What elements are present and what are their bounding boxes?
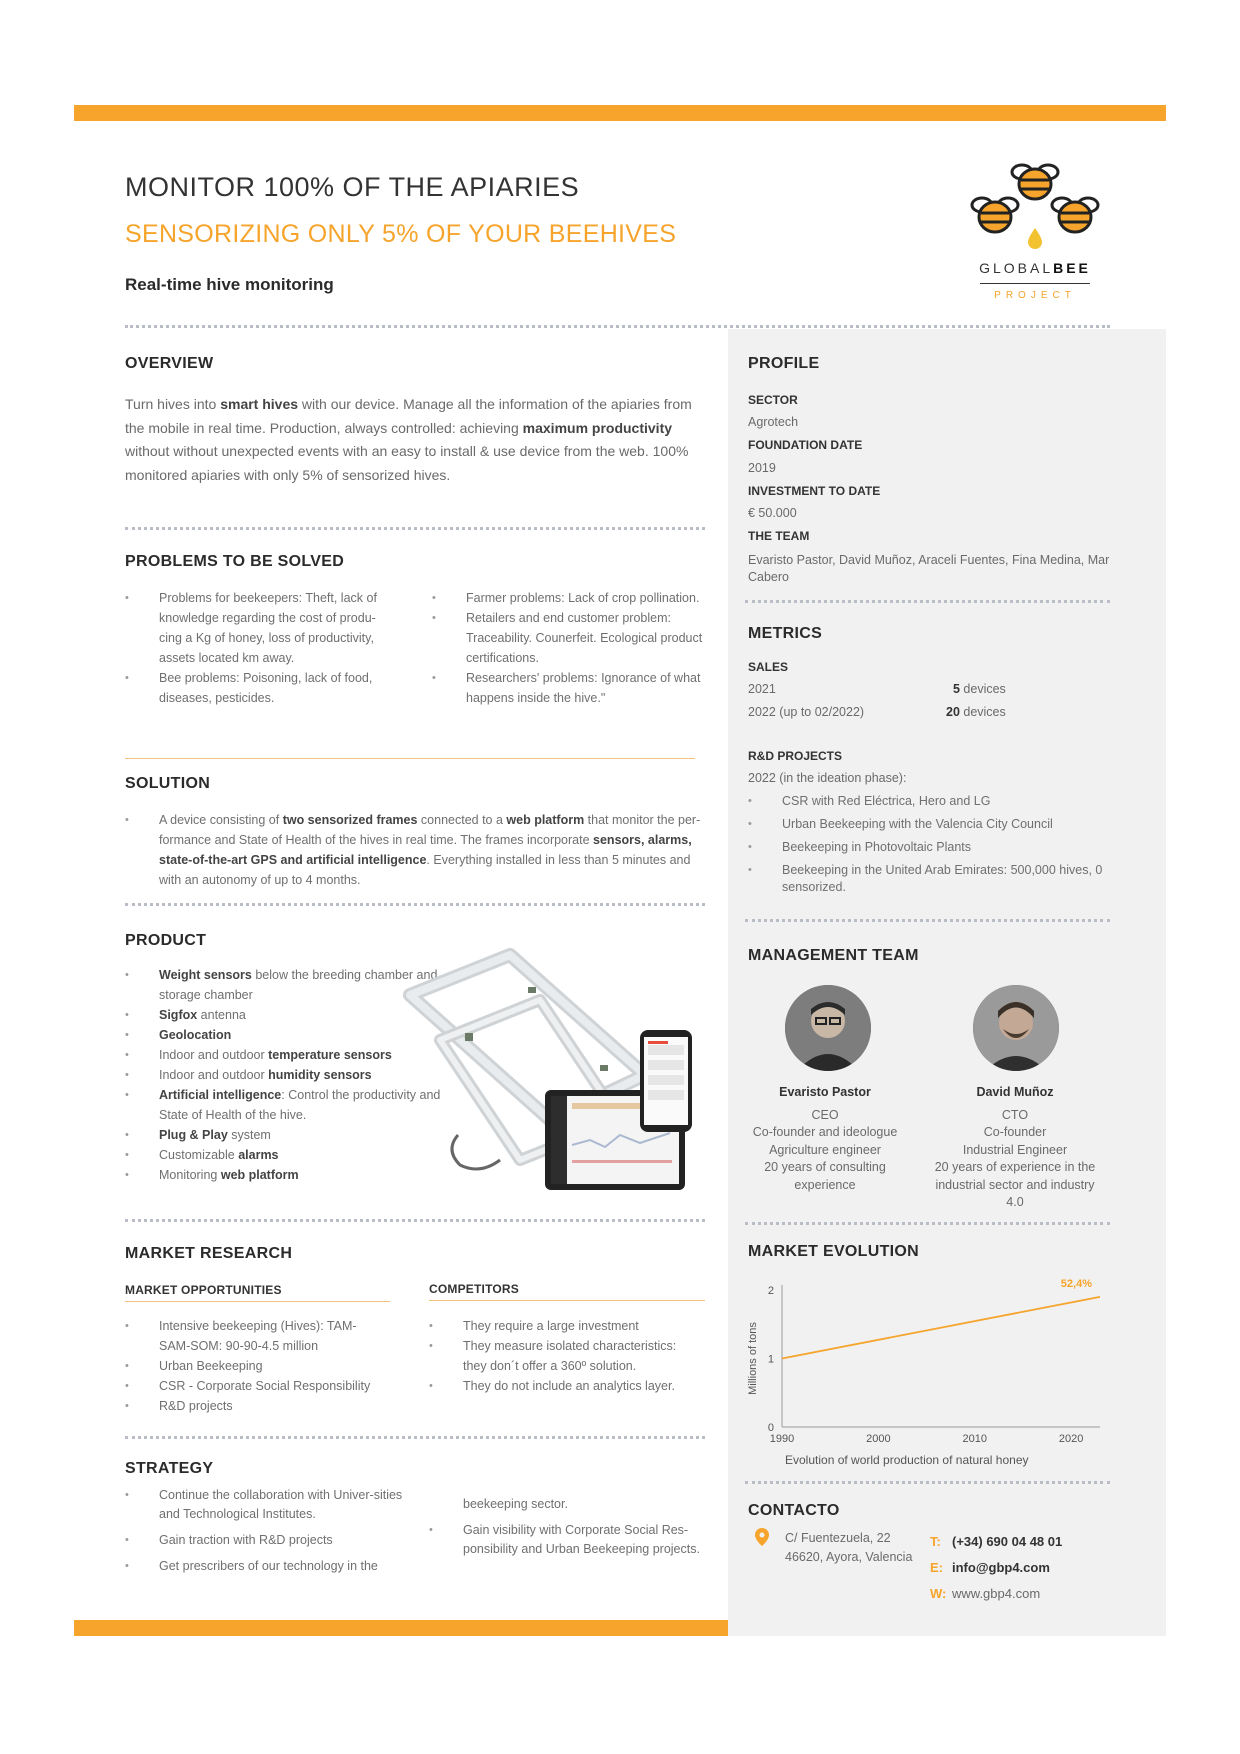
divider (125, 1436, 705, 1439)
product-heading: PRODUCT (125, 932, 207, 949)
chart-x-tick-label: 2020 (1058, 1433, 1084, 1445)
solution-text-part: connected to a (417, 813, 507, 827)
list-item: • Retailers and end customer problem: Traceability. Counerfeit. Ecological product certifications. (432, 608, 712, 668)
product-item-bold: Artificial intelligence (159, 1088, 282, 1102)
solution-heading: SOLUTION (125, 775, 211, 792)
sector-label: SECTOR (748, 393, 798, 407)
address-line: 46620, Ayora, Valencia (785, 1550, 913, 1564)
divider (745, 600, 1110, 603)
sales-label: SALES (748, 660, 789, 674)
list-item: • They measure isolated characteristics: they don´t offer a 360º solution. (429, 1336, 699, 1376)
list-item: • Continue the collaboration with Univer-sities and Technological Institutes. (125, 1486, 405, 1524)
address-line: C/ Fuentezuela, 22 (785, 1531, 891, 1545)
team-member-detail: 20 years of consulting experience (764, 1160, 886, 1192)
list-item: • Urban Beekeeping with the Valencia City Council (748, 816, 1118, 833)
team-member-detail: Co-founder (983, 1125, 1047, 1139)
list-item: • R&D projects (125, 1396, 385, 1416)
divider (125, 1219, 705, 1222)
team-member-detail: Co-founder and ideologue (752, 1125, 898, 1139)
team-member-detail: 20 years of experience in the industrial sector and industry 4.0 (934, 1160, 1096, 1209)
rd-list (748, 793, 1118, 896)
product-item-bold: Weight sensors (159, 968, 252, 982)
chart-series-line (782, 1297, 1100, 1359)
team-member-role: CTO (1001, 1107, 1029, 1122)
divider (429, 1300, 705, 1301)
overview-bold-part: smart hives (220, 396, 299, 412)
person-icon (973, 985, 1059, 1071)
profile-heading: PROFILE (748, 355, 820, 372)
management-heading: MANAGEMENT TEAM (748, 947, 919, 964)
product-item-text: below the breeding chamber and storage chamber (159, 968, 438, 1002)
avatar (785, 985, 871, 1071)
address (785, 1529, 912, 1567)
sales-value (953, 682, 1006, 696)
email-row (930, 1555, 1062, 1581)
market-research-heading: MARKET RESEARCH (125, 1245, 293, 1262)
person-icon (785, 985, 871, 1071)
logo-global: GLOBAL (979, 260, 1054, 276)
top-accent-bar (74, 105, 1166, 121)
solution-text-part: that monitor the per-formance and State of Health of the hives in real time. The frames incorporate (159, 813, 701, 847)
solution-bold-part: two sensorized frames (282, 813, 418, 827)
sales-num: 5 (953, 682, 960, 696)
location-pin-icon (755, 1528, 769, 1546)
avatar (973, 985, 1059, 1071)
chart-y-tick-label: 1 (767, 1353, 774, 1366)
phone-value[interactable]: (+34) 690 04 48 01 (952, 1534, 1063, 1549)
bees-icon (955, 158, 1115, 253)
list-item: • Farmer problems: Lack of crop pollination. (432, 588, 712, 608)
product-item-pre: Customizable (159, 1148, 239, 1162)
team-member-name: Evaristo Pastor (779, 1085, 871, 1099)
team-value: Evaristo Pastor, David Muñoz, Araceli Fuentes, Fina Medina, Mar Cabero (748, 553, 1110, 584)
market-evolution-heading: MARKET EVOLUTION (748, 1243, 920, 1260)
solution-text-part: A device consisting of (159, 813, 283, 827)
team-label: THE TEAM (748, 529, 810, 543)
chart-x-axis-label: Evolution of world production of natural honey (785, 1453, 1029, 1467)
strategy-heading: STRATEGY (125, 1460, 214, 1477)
chart-x-tick-label: 1990 (769, 1433, 795, 1445)
email-label: E: (930, 1560, 943, 1575)
rd-intro: 2022 (in the ideation phase): (748, 771, 907, 785)
list-item: • Researchers' problems: Ignorance of what happens inside the hive." (432, 668, 712, 708)
chart-y-tick-label: 2 (767, 1285, 774, 1297)
product-item-bold: Sigfox (159, 1008, 198, 1022)
divider (125, 1301, 390, 1302)
logo-wordmark (965, 260, 1105, 276)
product-item-bold: humidity sensors (268, 1068, 372, 1082)
page-subtitle: SENSORIZING ONLY 5% OF YOUR BEEHIVES (125, 220, 677, 248)
divider (125, 527, 705, 530)
page-title: MONITOR 100% OF THE APIARIES (125, 172, 580, 202)
list-item: • Get prescribers of our technology in the (125, 1557, 405, 1576)
sales-unit: devices (959, 705, 1006, 719)
solution-list (125, 810, 705, 890)
product-item-text: : Control the productivity and State of Health of the hive. (159, 1088, 441, 1122)
strategy-left-list (125, 1486, 405, 1576)
list-item: • Problems for beekeepers: Theft, lack of knowledge regarding the cost of produ-cing a Kg of honey, loss of productivity, assets located km away. (125, 588, 380, 668)
chart-y-axis-label: Millions of tons (747, 1322, 759, 1395)
sales-num: 20 (946, 705, 960, 719)
list-item: • CSR - Corporate Social Responsibility (125, 1376, 385, 1396)
divider (745, 1222, 1110, 1225)
list-item: • Beekeeping in Photovoltaic Plants (748, 839, 1118, 856)
product-item-pre: Indoor and outdoor (159, 1048, 269, 1062)
divider (745, 1481, 1110, 1484)
list-item: • They require a large investment (429, 1316, 699, 1336)
overview-text-part: without without unexpected events with an easy to install & use device from the web. 100% monitored apiaries with only 5% of sensorized hives. (125, 443, 689, 483)
solution-text-part: . Everything installed in less than 5 minutes and with an autonomy of up to 4 months. (159, 853, 691, 887)
sales-value (946, 705, 1006, 719)
product-item-pre: Indoor and outdoor (159, 1068, 269, 1082)
list-item: • Gain visibility with Corporate Social Res-ponsibility and Urban Beekeeping projects. (429, 1521, 709, 1559)
logo-project: PROJECT (994, 290, 1076, 301)
list-item: • Bee problems: Poisoning, lack of food, diseases, pesticides. (125, 668, 380, 708)
phone-row (930, 1529, 1062, 1555)
product-illustration (400, 945, 710, 1200)
web-row (930, 1581, 1062, 1607)
product-item-bold: alarms (238, 1148, 279, 1162)
contact-heading: CONTACTO (748, 1502, 840, 1519)
product-item-bold: web platform (220, 1168, 299, 1182)
team-member-detail: Agriculture engineer (769, 1142, 881, 1157)
team-member-card (930, 1084, 1100, 1212)
competitors-heading: COMPETITORS (429, 1282, 519, 1296)
product-item-bold: temperature sensors (268, 1048, 392, 1062)
overview-text (125, 393, 705, 487)
investment-label: INVESTMENT TO DATE (748, 484, 881, 498)
sales-unit: devices (959, 682, 1006, 696)
contact-details (930, 1529, 1062, 1607)
product-item-text: antenna (197, 1008, 246, 1022)
strategy-continuation: beekeeping sector. (463, 1497, 568, 1511)
chart-x-tick-label: 2010 (962, 1433, 987, 1445)
market-evolution-chart (740, 1270, 1115, 1470)
list-item: • CSR with Red Eléctrica, Hero and LG (748, 793, 1118, 810)
opportunities-list (125, 1316, 385, 1416)
sales-period: 2021 (748, 682, 776, 696)
sector-value: Agrotech (748, 415, 799, 429)
problems-heading: PROBLEMS TO BE SOLVED (125, 553, 345, 570)
global-bee-logo (955, 158, 1115, 308)
problems-left-list (125, 588, 380, 708)
solution-bold-part: web platform (506, 813, 585, 827)
web-link[interactable]: www.gbp4.com (952, 1586, 1041, 1601)
metrics-heading: METRICS (748, 625, 823, 642)
chart-annotation: 52,4% (1060, 1277, 1092, 1290)
competitors-list (429, 1316, 699, 1396)
team-member-detail: Industrial Engineer (962, 1142, 1068, 1157)
phone-label: T: (930, 1534, 941, 1549)
chart-x-tick-label: 2000 (866, 1433, 891, 1445)
rd-label: R&D PROJECTS (748, 749, 843, 763)
foundation-label: FOUNDATION DATE (748, 438, 863, 452)
product-item-bold: Geolocation (159, 1028, 232, 1042)
product-item-bold: Plug & Play (159, 1128, 228, 1142)
team-member-name: David Muñoz (976, 1085, 1054, 1099)
solution-bold-part: sensors, alarms, state-of-the-art GPS and artificial intelligence (159, 833, 692, 867)
logo-bee: BEE (1053, 260, 1091, 276)
chart-y-tick-label: 0 (767, 1422, 774, 1434)
overview-heading: OVERVIEW (125, 355, 214, 372)
list-item: • Gain traction with R&D projects (125, 1531, 405, 1550)
list-item: • They do not include an analytics layer. (429, 1376, 699, 1396)
team-member-card (735, 1084, 915, 1194)
list-item: • Beekeeping in the United Arab Emirates: 500,000 hives, 0 sensorized. (748, 862, 1118, 896)
opportunities-heading: MARKET OPPORTUNITIES (125, 1283, 282, 1297)
overview-bold-part: maximum productivity (522, 419, 673, 436)
divider (745, 919, 1110, 922)
problems-right-list (432, 588, 712, 708)
tagline: Real-time hive monitoring (125, 275, 334, 294)
investment-value: € 50.000 (748, 506, 797, 520)
overview-text-part: with our device. Manage all the information of the apiaries from the mobile in real time. Production, always controlled: achieving (125, 396, 692, 436)
foundation-value: 2019 (748, 461, 776, 475)
list-item: • Urban Beekeeping (125, 1356, 385, 1376)
sales-period: 2022 (up to 02/2022) (748, 705, 865, 719)
logo-divider (980, 283, 1090, 284)
web-label: W: (930, 1586, 947, 1601)
list-item: • Intensive beekeeping (Hives): TAM-SAM-SOM: 90-90-4.5 million (125, 1316, 385, 1356)
divider (125, 903, 705, 906)
divider (125, 325, 1110, 328)
list-item (125, 810, 705, 890)
product-item-pre: Monitoring (159, 1168, 221, 1182)
email-link[interactable]: info@gbp4.com (952, 1560, 1050, 1575)
team-member-role: CEO (811, 1107, 839, 1122)
product-item-text: system (227, 1128, 271, 1142)
strategy-right-list (429, 1521, 709, 1559)
overview-text-part: Turn hives into (125, 396, 221, 412)
divider (125, 758, 695, 759)
